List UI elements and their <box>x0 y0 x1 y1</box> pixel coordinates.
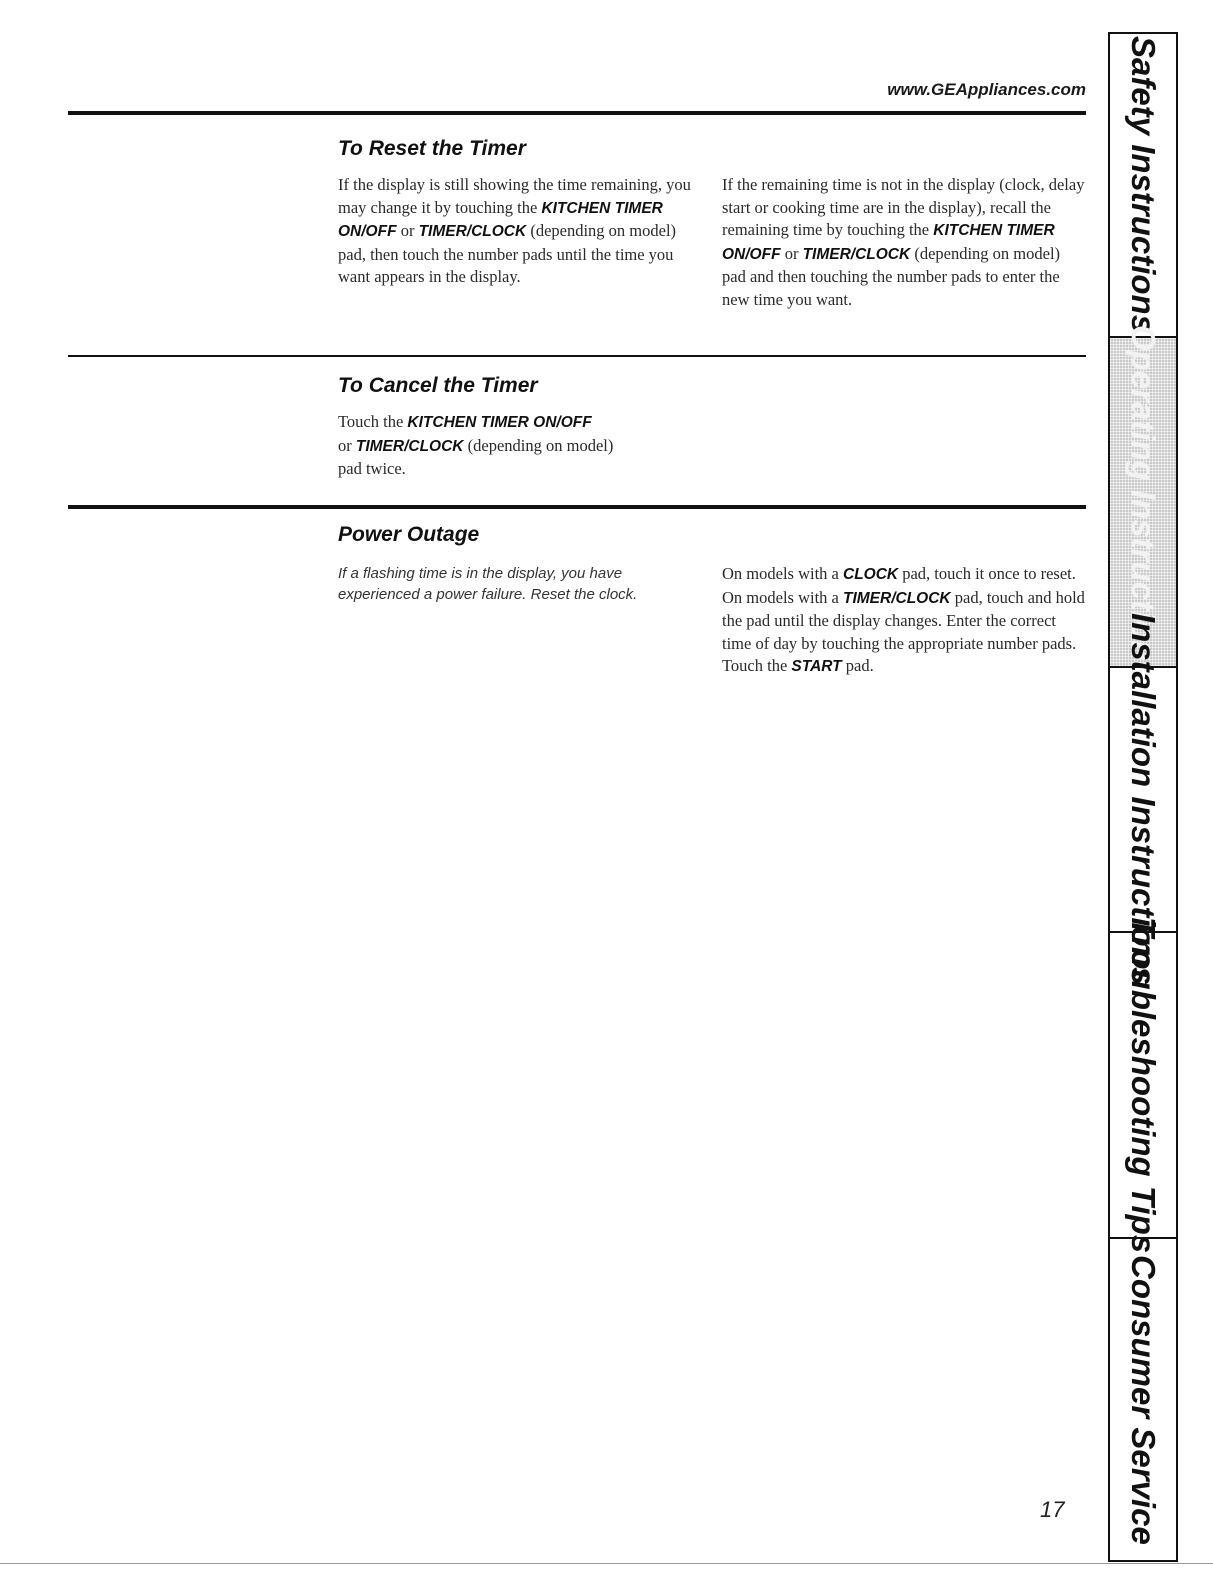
top-divider <box>68 111 1086 115</box>
tab-label: Installation Instructions <box>1125 613 1162 986</box>
tab-installation-instructions[interactable] <box>1110 613 1176 986</box>
reset-timer-paragraph-2: If the remaining time is not in the display (clock, delay start or cooking time are in the display), recall the remaining time by touching the KITCHEN TIMER ON/OFF or TIMER/CLOCK (depending on model) pad and then touching the number pads to enter the new time you want. <box>722 175 1085 309</box>
section-divider-2 <box>68 505 1086 509</box>
cancel-timer-paragraph: Touch the KITCHEN TIMER ON/OFF or TIMER/CLOCK (depending on model) pad twice. <box>338 412 614 479</box>
tab-safety-instructions[interactable] <box>1110 34 1176 336</box>
tab-label: Consumer Service <box>1125 1254 1162 1545</box>
section-divider-1 <box>68 355 1086 357</box>
power-outage-paragraph: On models with a CLOCK pad, touch it once to reset. On models with a TIMER/CLOCK pad, touch and hold the pad until the display changes. Enter the correct time of day by touching the appropriate number pads. Touch the START pad. <box>722 564 1085 676</box>
tab-label: Troubleshooting Tips <box>1125 916 1162 1254</box>
tab-troubleshooting-tips[interactable] <box>1110 916 1176 1254</box>
tab-consumer-service[interactable] <box>1110 1237 1176 1560</box>
website-url: www.GEAppliances.com <box>887 80 1086 99</box>
power-outage-note: If a flashing time is in the display, you have experienced a power failure. Reset the clock. <box>338 565 638 603</box>
tab-label: Safety Instructions <box>1125 36 1162 334</box>
side-tabs <box>1108 32 1178 1562</box>
reset-timer-heading: To Reset the Timer <box>338 137 526 160</box>
page-bottom-edge <box>0 1563 1213 1564</box>
reset-timer-paragraph-1: If the display is still showing the time remaining, you may change it by touching the KITCHEN TIMER ON/OFF or TIMER/CLOCK (depending on model) pad, then touch the number pads until the time you want appears in the display. <box>338 175 691 287</box>
page-number: 17 <box>1040 1497 1065 1522</box>
power-outage-heading: Power Outage <box>338 523 480 546</box>
tab-label: Operating Instructions <box>1125 325 1162 679</box>
cancel-timer-heading: To Cancel the Timer <box>338 374 538 397</box>
